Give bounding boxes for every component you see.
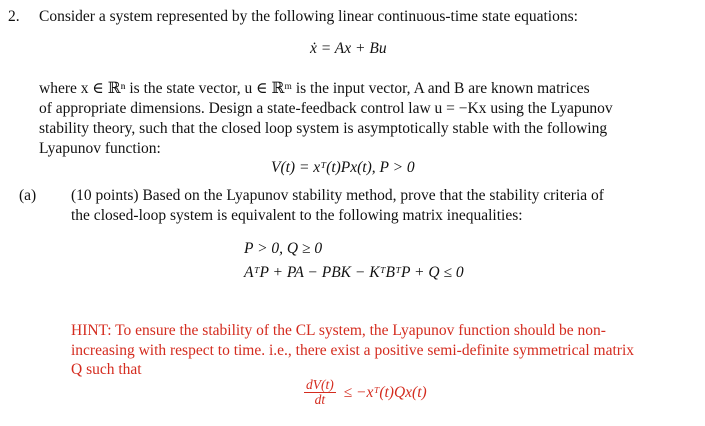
paragraph-line-1: where x ∈ ℝⁿ is the state vector, u ∈ ℝᵐ is the input vector, A and B are known matrices	[39, 80, 590, 97]
problem-intro: Consider a system represented by the following linear continuous-time state equations:	[39, 8, 578, 25]
paragraph-line-3: stability theory, such that the closed loop system is asymptotically stable with the following	[39, 120, 608, 137]
problem-number: 2.	[8, 8, 20, 25]
matrix-inequality-1: P > 0, Q ≥ 0	[244, 240, 323, 257]
part-a-line-2: the closed-loop system is equivalent to the following matrix inequalities:	[71, 207, 523, 224]
paragraph-line-2: of appropriate dimensions. Design a state-feedback control law u = −Kx using the Lyapunov	[39, 100, 613, 117]
fraction-numerator: dV(t)	[306, 377, 334, 392]
hint-line-3: Q such that	[71, 361, 142, 378]
state-equation: ẋ = Ax + Bu	[310, 40, 387, 57]
hint-inequality-rhs: ≤ −xᵀ(t)Qx(t)	[343, 383, 427, 401]
hint-line-1: HINT: To ensure the stability of the CL system, the Lyapunov function should be non-	[71, 322, 606, 339]
fraction-denominator: dt	[314, 392, 326, 408]
part-a-line-1: (10 points) Based on the Lyapunov stability method, prove that the stability criteria of	[71, 187, 604, 204]
derivative-fraction	[304, 378, 336, 407]
paragraph-line-4: Lyapunov function:	[39, 140, 161, 157]
hint-inequality	[304, 378, 427, 407]
part-a-label: (a)	[19, 187, 37, 204]
hint-line-2: increasing with respect to time. i.e., there exist a positive semi-definite symmetrical matrix	[71, 342, 634, 359]
lyapunov-function: V(t) = xᵀ(t)Px(t), P > 0	[271, 159, 415, 176]
matrix-inequality-2: AᵀP + PA − PBK − KᵀBᵀP + Q ≤ 0	[244, 264, 464, 281]
